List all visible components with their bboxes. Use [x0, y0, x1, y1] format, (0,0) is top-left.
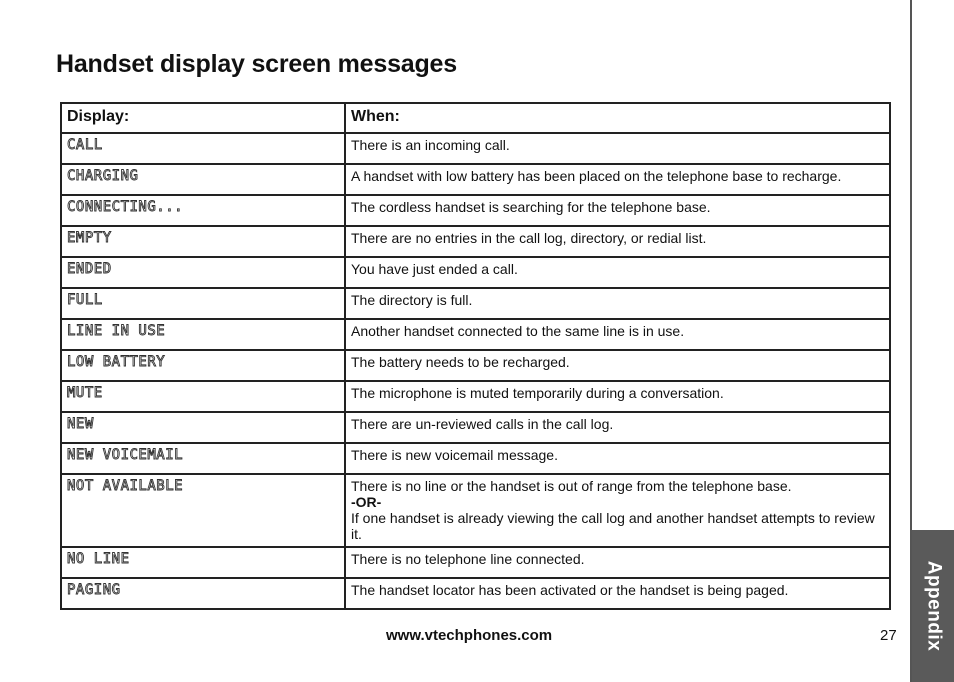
table-row: [61, 257, 890, 288]
display-cell: CALL: [61, 133, 345, 164]
display-cell: EMPTY: [61, 226, 345, 257]
display-cell: NEW: [61, 412, 345, 443]
table-row: [61, 381, 890, 412]
display-cell: LOW BATTERY: [61, 350, 345, 381]
when-cell: Another handset connected to the same line is in use.: [345, 319, 890, 350]
when-cell: There are no entries in the call log, directory, or redial list.: [345, 226, 890, 257]
display-cell: NEW VOICEMAIL: [61, 443, 345, 474]
when-cell: You have just ended a call.: [345, 257, 890, 288]
table-row: [61, 578, 890, 609]
when-cell: The microphone is muted temporarily during a conversation.: [345, 381, 890, 412]
or-separator: -OR-: [351, 494, 382, 510]
when-text: There is no line or the handset is out of range from the telephone base.: [351, 478, 792, 494]
table-header-row: [61, 103, 890, 133]
display-cell: NOT AVAILABLE: [61, 474, 345, 547]
display-cell: FULL: [61, 288, 345, 319]
display-cell: ENDED: [61, 257, 345, 288]
table-row: [61, 412, 890, 443]
display-messages-table: [60, 102, 891, 610]
appendix-tab-label: Appendix: [923, 560, 944, 652]
table-row: [61, 319, 890, 350]
when-cell: [345, 474, 890, 547]
display-cell: LINE IN USE: [61, 319, 345, 350]
table-row: [61, 226, 890, 257]
table-row: [61, 133, 890, 164]
display-cell: PAGING: [61, 578, 345, 609]
when-cell: There is new voicemail message.: [345, 443, 890, 474]
display-cell: MUTE: [61, 381, 345, 412]
footer-url: www.vtechphones.com: [386, 627, 553, 644]
table-row: [61, 443, 890, 474]
page-title: Handset display screen messages: [56, 50, 457, 78]
table-row: [61, 474, 890, 547]
table-row: [61, 547, 890, 578]
when-cell: The handset locator has been activated or the handset is being paged.: [345, 578, 890, 609]
page-number: 27: [880, 627, 897, 644]
when-cell: There are un-reviewed calls in the call log.: [345, 412, 890, 443]
when-cell: There is an incoming call.: [345, 133, 890, 164]
display-cell: CONNECTING...: [61, 195, 345, 226]
when-cell: The cordless handset is searching for the telephone base.: [345, 195, 890, 226]
appendix-tab: [912, 530, 954, 682]
when-cell: A handset with low battery has been placed on the telephone base to recharge.: [345, 164, 890, 195]
when-text-alt: If one handset is already viewing the call log and another handset attempts to review it.: [351, 510, 875, 542]
header-display: Display:: [61, 103, 345, 133]
table-row: [61, 195, 890, 226]
table-row: [61, 288, 890, 319]
table-row: [61, 350, 890, 381]
when-cell: The directory is full.: [345, 288, 890, 319]
when-cell: There is no telephone line connected.: [345, 547, 890, 578]
display-cell: CHARGING: [61, 164, 345, 195]
header-when: When:: [345, 103, 890, 133]
display-cell: NO LINE: [61, 547, 345, 578]
table-row: [61, 164, 890, 195]
when-cell: The battery needs to be recharged.: [345, 350, 890, 381]
